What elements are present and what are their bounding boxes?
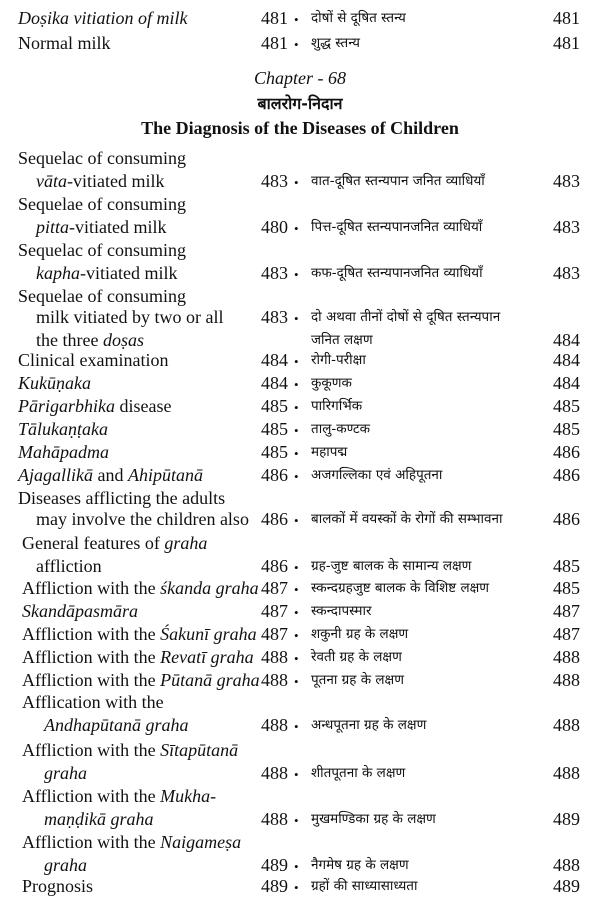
entry-page: 486 — [261, 556, 288, 576]
entry-title-hindi: शुद्ध स्तन्य — [311, 35, 361, 51]
entry-title: Affliction with the Śakunī graha — [22, 624, 257, 644]
entry-title-line1: General features of graha — [22, 533, 208, 553]
entry-title-line1: Afflication with the — [22, 692, 164, 712]
entry-page-hindi: 485 — [553, 419, 580, 439]
entry-title-hindi: रेवती ग्रह के लक्षण — [311, 649, 402, 665]
entry-title-hindi: अजगल्लिका एवं अहिपूतना — [311, 467, 443, 483]
entry-title-line2: vāta-vitiated milk — [36, 171, 165, 191]
chapter-label: Chapter - 68 — [254, 68, 346, 88]
entry-title-line1: Sequelac of consuming — [18, 148, 186, 168]
entry-title-line3: the three doṣas — [36, 330, 144, 350]
entry-page-hindi: 481 — [553, 8, 580, 28]
entry-page: 489 — [261, 876, 288, 896]
entry-title-hindi: अन्धपूतना ग्रह के लक्षण — [311, 717, 427, 733]
entry-page: 487 — [261, 601, 288, 621]
entry-title-line2: Andhapūtanā graha — [44, 715, 189, 735]
bullet: • — [294, 859, 299, 874]
entry-page-hindi: 488 — [553, 763, 580, 783]
entry-title-line2: milk vitiated by two or all — [36, 307, 224, 327]
entry-page-hindi: 488 — [553, 715, 580, 735]
bullet: • — [294, 605, 299, 620]
entry-page-hindi: 484 — [553, 350, 580, 370]
bullet: • — [294, 311, 299, 326]
entry-page-hindi: 486 — [553, 465, 580, 485]
entry-page: 484 — [261, 373, 288, 393]
entry-page-hindi: 486 — [553, 442, 580, 462]
entry-page-hindi: 485 — [553, 578, 580, 598]
entry-page-hindi: 487 — [553, 624, 580, 644]
entry-page: 489 — [261, 855, 288, 875]
entry-page-hindi: 488 — [553, 670, 580, 690]
entry-title-hindi: शीतपूतना के लक्षण — [311, 765, 406, 781]
entry-page-hindi: 485 — [553, 396, 580, 416]
bullet: • — [294, 377, 299, 392]
entry-title-line1: Sequelae of consuming — [18, 194, 186, 214]
entry-page: 487 — [261, 578, 288, 598]
entry-page: 486 — [261, 509, 288, 529]
bullet: • — [294, 880, 299, 895]
entry-page: 483 — [261, 307, 288, 327]
entry-title: Affliction with the Revatī graha — [22, 647, 254, 667]
entry-title: Tālukaṇṭaka — [18, 419, 108, 439]
entry-page: 487 — [261, 624, 288, 644]
entry-page-hindi: 486 — [553, 509, 580, 529]
entry-title: Affliction with the śkanda graha — [22, 578, 259, 598]
entry-title: Kukūṇaka — [18, 373, 91, 393]
bullet: • — [294, 37, 299, 52]
entry-title-hindi: मुखमण्डिका ग्रह के लक्षण — [311, 811, 436, 827]
entry-title-line2: kapha-vitiated milk — [36, 263, 178, 283]
bullet: • — [294, 12, 299, 27]
entry-page: 484 — [261, 350, 288, 370]
entry-title: Affliction with the Pūtanā graha — [22, 670, 260, 690]
entry-title-line1: Affliction with the Naigameṣa — [22, 832, 242, 852]
entry-title-line2: pitta-vitiated milk — [36, 217, 167, 237]
entry-title-hindi: कुकूणक — [311, 375, 352, 391]
entry-page-hindi: 483 — [553, 263, 580, 283]
bullet: • — [294, 354, 299, 369]
entry-title-hindi: तालु-कण्टक — [311, 421, 371, 437]
entry-title: Doṣika vitiation of milk — [18, 8, 188, 28]
chapter-title-english: The Diagnosis of the Diseases of Children — [141, 118, 459, 138]
entry-page: 488 — [261, 763, 288, 783]
bullet: • — [294, 813, 299, 828]
entry-page-hindi: 489 — [553, 809, 580, 829]
entry-page-hindi: 483 — [553, 171, 580, 191]
bullet: • — [294, 719, 299, 734]
entry-title-hindi: कफ-दूषित स्तन्यपानजनित व्याधियाँ — [311, 265, 483, 281]
entry-title-hindi: बालकों में वयस्कों के रोगों की सम्भावना — [311, 511, 503, 527]
entry-page: 485 — [261, 419, 288, 439]
bullet: • — [294, 651, 299, 666]
bullet: • — [294, 400, 299, 415]
entry-page: 481 — [261, 8, 288, 28]
bullet: • — [294, 175, 299, 190]
bullet: • — [294, 767, 299, 782]
entry-page: 485 — [261, 396, 288, 416]
entry-title-hindi: पित्त-दूषित स्तन्यपानजनित व्याधियाँ — [311, 219, 483, 235]
entry-page-hindi: 487 — [553, 601, 580, 621]
bullet: • — [294, 446, 299, 461]
entry-title-hindi: पूतना ग्रह के लक्षण — [311, 672, 404, 688]
entry-title-line1: Sequelac of consuming — [18, 240, 186, 260]
entry-title-hindi: नैगमेष ग्रह के लक्षण — [311, 857, 409, 873]
bullet: • — [294, 267, 299, 282]
entry-title: Prognosis — [22, 876, 94, 896]
entry-title: Normal milk — [18, 33, 111, 53]
bullet: • — [294, 221, 299, 236]
entry-title-line2: maṇḍikā graha — [44, 809, 154, 829]
entry-title-hindi: दो अथवा तीनों दोषों से दूषित स्तन्यपान — [311, 309, 501, 325]
entry-title: Clinical examination — [18, 350, 169, 370]
bullet: • — [294, 469, 299, 484]
entry-title-hindi: पारिगर्भिक — [311, 398, 363, 414]
entry-page: 488 — [261, 670, 288, 690]
bullet: • — [294, 423, 299, 438]
entry-title-line2: affliction — [36, 556, 102, 576]
entry-page-hindi: 483 — [553, 217, 580, 237]
entry-title-hindi: दोषों से दूषित स्तन्य — [311, 10, 406, 26]
entry-page-hindi: 488 — [553, 855, 580, 875]
entry-page-hindi: 485 — [553, 556, 580, 576]
entry-title-line2: graha — [44, 763, 88, 783]
bullet: • — [294, 628, 299, 643]
entry-title-line1: Affliction with the Mukha- — [22, 786, 217, 806]
entry-page: 485 — [261, 442, 288, 462]
entry-page: 481 — [261, 33, 288, 53]
entry-title-hindi: वात-दूषित स्तन्यपान जनित व्याधियाँ — [311, 173, 485, 189]
entry-title-line1: Diseases afflicting the adults — [18, 488, 226, 508]
entry-page: 488 — [261, 647, 288, 667]
entry-title-hindi: महापद्म — [311, 444, 348, 460]
entry-title-hindi: स्कन्दापस्मार — [311, 603, 372, 619]
entry-title: Mahāpadma — [18, 442, 109, 462]
entry-title-hindi: ग्रह-जुष्ट बालक के सामान्य लक्षण — [311, 558, 472, 574]
chapter-title-hindi: बालरोग-निदान — [257, 94, 343, 113]
bullet: • — [294, 674, 299, 689]
entry-title: Skandāpasmāra — [22, 601, 138, 621]
entry-title-line1: Sequelae of consuming — [18, 286, 186, 306]
entry-title-hindi: ग्रहों की साध्यासाध्यता — [311, 878, 418, 894]
entry-page-hindi: 488 — [553, 647, 580, 667]
entry-title: Pārigarbhika disease — [18, 396, 172, 416]
entry-page-hindi: 484 — [553, 330, 580, 350]
entry-title-hindi: स्कन्दग्रहजुष्ट बालक के विशिष्ट लक्षण — [311, 580, 490, 596]
entry-title-hindi: शकुनी ग्रह के लक्षण — [311, 626, 409, 642]
entry-title-line2: graha — [44, 855, 88, 875]
entry-title: Ajagallikā and Ahipūtanā — [18, 465, 203, 485]
entry-page-hindi: 484 — [553, 373, 580, 393]
entry-page: 486 — [261, 465, 288, 485]
entry-page: 488 — [261, 715, 288, 735]
entry-title-line1: Affliction with the Sītapūtanā — [22, 740, 239, 760]
entry-page: 488 — [261, 809, 288, 829]
bullet: • — [294, 582, 299, 597]
entry-page: 480 — [261, 217, 288, 237]
entry-page: 483 — [261, 263, 288, 283]
entry-title-hindi: रोगी-परीक्षा — [311, 352, 366, 368]
entry-title-line2: may involve the children also — [36, 509, 249, 529]
entry-page-hindi: 489 — [553, 876, 580, 896]
entry-page: 483 — [261, 171, 288, 191]
entry-page-hindi: 481 — [553, 33, 580, 53]
entry-title-hindi-line2: जनित लक्षण — [311, 332, 373, 348]
bullet: • — [294, 513, 299, 528]
bullet: • — [294, 560, 299, 575]
